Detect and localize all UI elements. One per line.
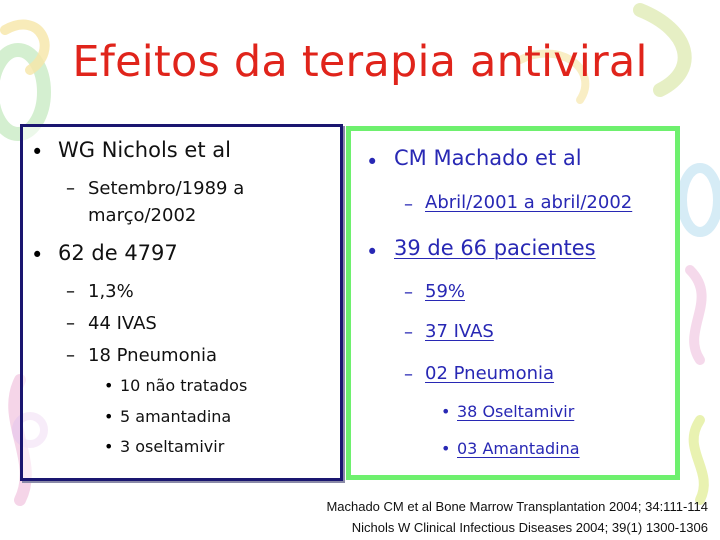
dash-marker: – bbox=[404, 322, 413, 343]
left-period-line1: Setembro/1989 a bbox=[88, 178, 245, 199]
slide-title: Efeitos da terapia antiviral bbox=[72, 37, 648, 87]
dash-marker: – bbox=[404, 282, 413, 303]
bullet-marker: • bbox=[441, 439, 451, 458]
bullet-marker: • bbox=[441, 402, 451, 421]
dash-marker: – bbox=[404, 194, 413, 215]
left-count: 62 de 4797 bbox=[58, 241, 178, 265]
bullet-marker: • bbox=[104, 437, 114, 456]
left-treatment-item: 5 amantadina bbox=[120, 407, 232, 426]
dash-marker: – bbox=[66, 281, 75, 302]
left-author: WG Nichols et al bbox=[58, 138, 231, 162]
left-treatment-item: 3 oseltamivir bbox=[120, 437, 225, 456]
right-ivas: 37 IVAS bbox=[425, 321, 494, 342]
bullet-marker: • bbox=[31, 140, 44, 164]
left-period-line2: março/2002 bbox=[88, 205, 197, 226]
right-period: Abril/2001 a abril/2002 bbox=[425, 192, 633, 213]
swirl-shape bbox=[690, 270, 702, 360]
bullet-marker: • bbox=[366, 240, 379, 264]
left-rate: 1,3% bbox=[88, 281, 134, 302]
right-pneumonia: 02 Pneumonia bbox=[425, 363, 555, 384]
dash-marker: – bbox=[404, 364, 413, 385]
bullet-marker: • bbox=[104, 407, 114, 426]
dash-marker: – bbox=[66, 345, 75, 366]
right-count: 39 de 66 pacientes bbox=[394, 236, 596, 260]
reference-line: Machado CM et al Bone Marrow Transplantation 2004; 34:111-114 bbox=[326, 499, 708, 514]
bullet-marker: • bbox=[31, 243, 44, 267]
right-study-panel bbox=[346, 126, 680, 480]
left-ivas: 44 IVAS bbox=[88, 313, 157, 334]
left-pneumonia: 18 Pneumonia bbox=[88, 345, 218, 366]
bullet-marker: • bbox=[104, 376, 114, 395]
references bbox=[326, 496, 708, 538]
right-author: CM Machado et al bbox=[394, 146, 582, 170]
bullet-marker: • bbox=[366, 150, 379, 174]
swirl-shape bbox=[694, 420, 704, 500]
left-treatment-item: 10 não tratados bbox=[120, 376, 248, 395]
dash-marker: – bbox=[66, 313, 75, 334]
right-treatment-item: 38 Oseltamivir bbox=[457, 402, 575, 421]
balloon-shape bbox=[682, 168, 718, 232]
reference-line: Nichols W Clinical Infectious Diseases 2004; 39(1) 1300-1306 bbox=[351, 520, 708, 535]
right-treatment-item: 03 Amantadina bbox=[457, 439, 580, 458]
dash-marker: – bbox=[66, 178, 75, 199]
right-rate: 59% bbox=[425, 281, 466, 302]
